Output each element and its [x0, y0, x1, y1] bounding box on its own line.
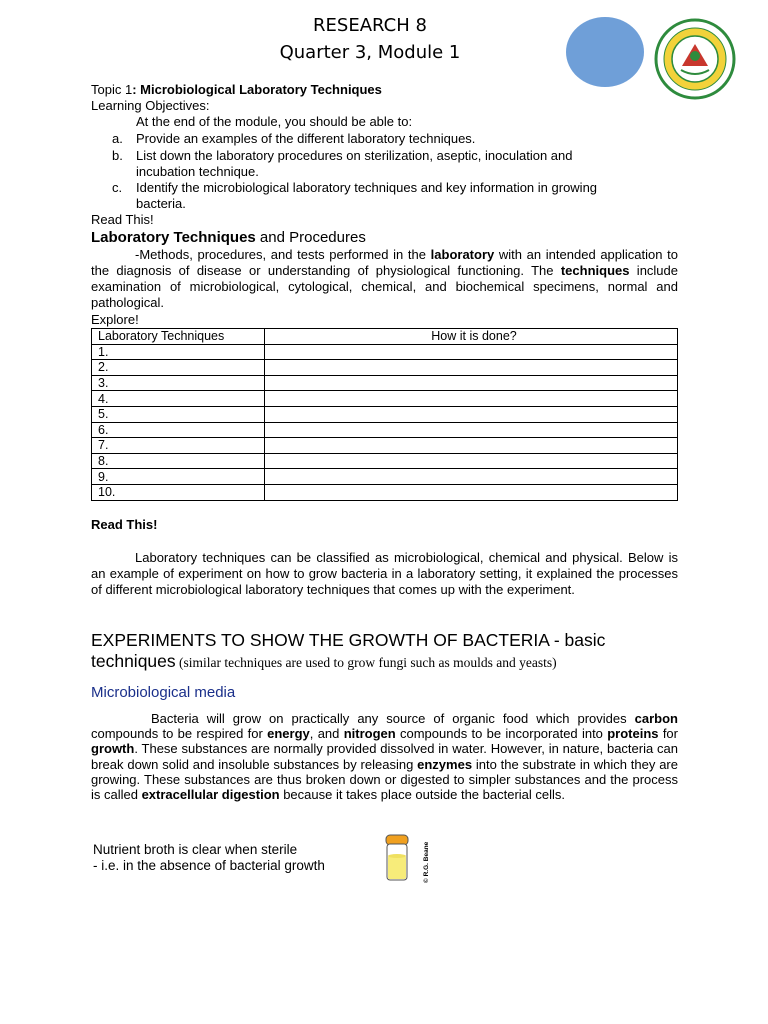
row-number: 7.: [92, 438, 265, 454]
answer-cell[interactable]: [265, 406, 678, 422]
test-tube-icon: [383, 834, 411, 882]
row-number: 4.: [92, 391, 265, 407]
table-row: [92, 469, 678, 485]
answer-cell[interactable]: [265, 375, 678, 391]
objectives-heading: Learning Objectives:: [91, 98, 210, 113]
objective-b-line2: incubation technique.: [136, 164, 259, 179]
figure-caption: [93, 842, 325, 874]
figure-credit-text: © R.G. Beane: [423, 841, 430, 883]
media-s5: for: [658, 726, 678, 742]
objective-marker-c: c.: [112, 180, 123, 195]
answer-cell[interactable]: [265, 360, 678, 376]
lab-p1-b: laboratory: [430, 247, 495, 262]
table-row: [92, 391, 678, 407]
row-number: 1.: [92, 344, 265, 360]
media-paragraph: [91, 711, 678, 802]
figure-caption-line1: Nutrient broth is clear when sterile: [93, 842, 298, 857]
lab-p1-d: techniques: [560, 263, 630, 278]
lab-p1-c: with an intended application to the diagnosis of disease or understanding of physiological functioning. The: [91, 247, 678, 278]
explore-table: [91, 328, 678, 501]
media-b5: growth: [91, 741, 135, 757]
table-row: [92, 360, 678, 376]
experiments-heading-main: EXPERIMENTS TO SHOW THE GROWTH OF BACTERIA - basic techniques: [91, 630, 606, 671]
media-b7: extracellular digestion: [141, 787, 280, 803]
topic-prefix: Topic 1: [91, 82, 133, 97]
lab-p1-e: include examination of microbiological, cytological, chemical, and biochemical specimens, normal and pathological.: [91, 263, 678, 310]
answer-cell[interactable]: [265, 484, 678, 500]
table-header-row: [92, 329, 678, 345]
media-b4: proteins: [607, 726, 659, 742]
intro-paragraph: Laboratory techniques can be classified as microbiological, chemical and physical. Below is an example of experiment on how to grow bacteria in a laboratory setting, it explained the processes of different microbiological laboratory techniques that comes up with the experiment.: [91, 550, 678, 597]
answer-cell[interactable]: [265, 391, 678, 407]
answer-cell[interactable]: [265, 469, 678, 485]
row-number: 6.: [92, 422, 265, 438]
media-s3: , and: [309, 726, 344, 742]
row-number: 5.: [92, 406, 265, 422]
table-row: [92, 375, 678, 391]
explore-label: Explore!: [91, 312, 139, 327]
page-title-line1: RESEARCH 8: [313, 15, 427, 36]
answer-cell[interactable]: [265, 344, 678, 360]
objective-a: Provide an examples of the different laboratory techniques.: [136, 131, 476, 146]
row-number: 2.: [92, 360, 265, 376]
media-s8: because it takes place outside the bacterial cells.: [279, 787, 566, 803]
lab-p1-a: -Methods, procedures, and tests performed in the: [135, 247, 431, 262]
media-b3: nitrogen: [343, 726, 396, 742]
blue-circle-logo: [566, 17, 644, 87]
answer-cell[interactable]: [265, 453, 678, 469]
read-this-2-text: Read This!: [91, 517, 158, 532]
col-header-how: How it is done?: [265, 329, 678, 345]
media-s4: compounds to be incorporated into: [395, 726, 608, 742]
media-s7: into the substrate in which they are growing. These substances are thus broken down or digested to simpler substances and the process is called: [91, 756, 678, 803]
objective-marker-b: b.: [112, 148, 123, 163]
answer-cell[interactable]: [265, 422, 678, 438]
objectives-intro: At the end of the module, you should be able to:: [136, 114, 413, 129]
lab-title-rest: and Procedures: [255, 229, 366, 246]
row-number: 10.: [92, 484, 265, 500]
read-this-2: [91, 517, 157, 533]
microbiological-media-heading: Microbiological media: [91, 684, 236, 701]
division-seal-logo: [654, 18, 736, 100]
experiments-heading-note: (similar techniques are used to grow fungi such as moulds and yeasts): [175, 655, 557, 670]
read-this-1: Read This!: [91, 212, 154, 227]
topic-line: [91, 82, 382, 98]
row-number: 8.: [92, 453, 265, 469]
media-b1: carbon: [634, 711, 678, 726]
media-s6: . These substances are normally provided dissolved in water. However, in nature, bacteria can break down solid and insoluble substances by releasing: [91, 741, 678, 772]
figure-credit: [423, 833, 437, 883]
row-number: 9.: [92, 469, 265, 485]
lab-techniques-paragraph: [91, 247, 678, 311]
media-b2: energy: [267, 726, 310, 742]
lab-techniques-heading: [91, 229, 366, 246]
objective-c-line2: bacteria.: [136, 196, 186, 211]
objective-b-line1: List down the laboratory procedures on sterilization, aseptic, inoculation and: [136, 148, 573, 163]
row-number: 3.: [92, 375, 265, 391]
col-header-techniques: Laboratory Techniques: [92, 329, 265, 345]
objective-marker-a: a.: [112, 131, 123, 146]
topic-name: Microbiological Laboratory Techniques: [140, 82, 382, 97]
lab-title-bold: Laboratory Techniques: [91, 229, 256, 246]
answer-cell[interactable]: [265, 438, 678, 454]
table-row: [92, 406, 678, 422]
topic-sep: :: [132, 82, 141, 97]
table-row: [92, 484, 678, 500]
page-title-line2: Quarter 3, Module 1: [279, 42, 461, 63]
media-s1: Bacteria will grow on practically any source of organic food which provides: [151, 711, 635, 726]
table-row: [92, 422, 678, 438]
media-s2: compounds to be respired for: [91, 726, 268, 742]
figure-caption-line2: - i.e. in the absence of bacterial growth: [93, 858, 325, 873]
objective-c-line1: Identify the microbiological laboratory techniques and key information in growing: [136, 180, 598, 195]
experiments-heading: [91, 630, 691, 673]
media-b6: enzymes: [417, 756, 473, 772]
table-row: [92, 453, 678, 469]
table-row: [92, 344, 678, 360]
table-row: [92, 438, 678, 454]
